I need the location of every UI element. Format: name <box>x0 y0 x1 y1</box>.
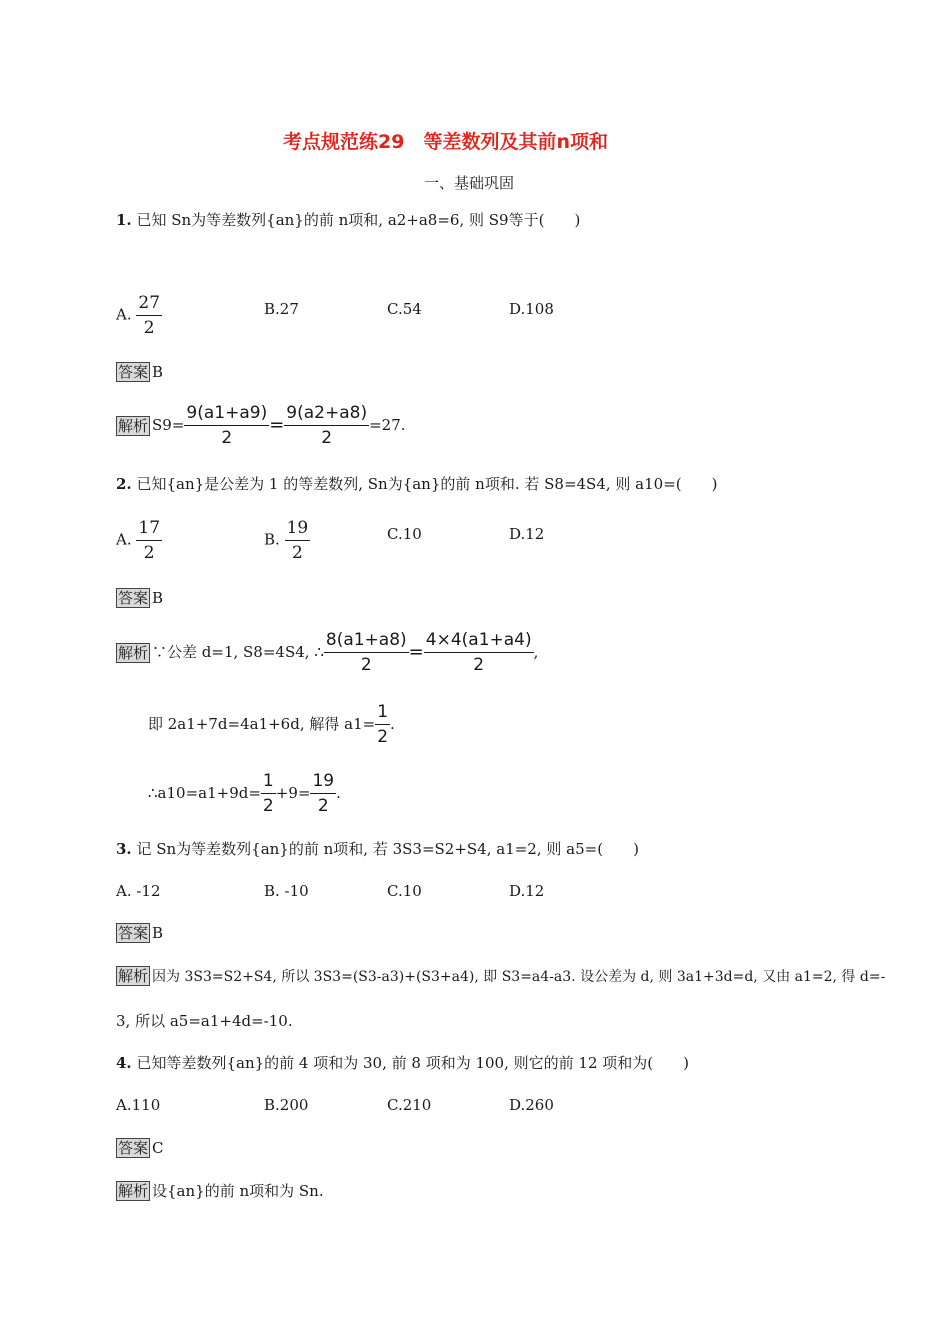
analysis-tag: 解析 <box>118 643 149 662</box>
fraction <box>310 771 336 816</box>
q3-option-c: C.10 <box>387 882 422 900</box>
numerator: 1 <box>375 702 390 725</box>
q4-option-d: D.260 <box>509 1096 554 1114</box>
answer-tag: 答案 <box>118 589 149 607</box>
q2-option-a <box>116 518 162 563</box>
numerator: 9(a2+a8) <box>284 403 369 426</box>
equals-sign: = <box>408 641 424 663</box>
denominator: 2 <box>360 655 372 675</box>
answer-value: C <box>152 1139 164 1157</box>
denominator: 2 <box>473 655 485 675</box>
q2-analysis-line-2 <box>148 702 395 747</box>
q4-answer <box>116 1138 164 1158</box>
analysis-text: ∴a10=a1+9d= <box>148 784 261 802</box>
denominator: 2 <box>143 318 155 338</box>
numerator: 19 <box>285 518 311 541</box>
denominator: 2 <box>143 543 155 563</box>
page-title: 考点规范练29 等差数列及其前n项和 <box>283 131 608 153</box>
analysis-text: , <box>533 643 539 661</box>
q3-answer <box>116 923 163 943</box>
question-3 <box>116 842 639 857</box>
question-2 <box>116 477 717 492</box>
answer-value: B <box>152 924 164 942</box>
numerator: 19 <box>310 771 336 794</box>
q2-option-b <box>264 518 310 563</box>
section-heading: 一、基础巩固 <box>424 174 515 192</box>
analysis-text: 因为 3S3=S2+S4, 所以 3S3=(S3-a3)+(S3+a4), 即 S3=a4-a3. 设公差为 d, 则 3a1+3d=d, 又由 a1=2, 得 d=- <box>152 969 886 985</box>
option-label: A. <box>116 305 132 324</box>
question-stem: 记 Sn为等差数列{an}的前 n项和, 若 3S3=S2+S4, a1=2, 则 a5=( ) <box>136 840 639 858</box>
answer-tag: 答案 <box>118 363 149 381</box>
q4-option-a: A.110 <box>116 1096 161 1114</box>
q1-option-c: C.54 <box>387 300 422 318</box>
q1-analysis <box>116 403 406 448</box>
q3-option-b: B. -10 <box>264 882 309 900</box>
analysis-tag: 解析 <box>118 967 149 985</box>
q1-option-a <box>116 293 162 338</box>
analysis-text: . <box>336 784 341 802</box>
fraction <box>136 293 162 338</box>
fraction <box>136 518 162 563</box>
q1-answer <box>116 362 163 382</box>
denominator: 2 <box>221 428 233 448</box>
q3-analysis-line-1 <box>116 966 885 986</box>
fraction <box>375 702 390 747</box>
q2-analysis-line-1 <box>116 630 538 675</box>
analysis-tag: 解析 <box>118 416 149 435</box>
fraction <box>184 403 269 448</box>
option-label: B. <box>264 530 280 549</box>
question-number: 3. <box>116 840 132 858</box>
question-stem: 已知 Sn为等差数列{an}的前 n项和, a2+a8=6, 则 S9等于( ) <box>136 211 581 229</box>
denominator: 2 <box>262 796 274 816</box>
fraction <box>285 518 311 563</box>
q3-option-a: A. -12 <box>116 882 161 900</box>
analysis-text: ∵公差 d=1, S8=4S4, ∴ <box>152 643 324 661</box>
numerator: 9(a1+a9) <box>184 403 269 426</box>
analysis-text: S9= <box>152 416 185 434</box>
equals-sign: = <box>269 414 285 436</box>
question-stem: 已知等差数列{an}的前 4 项和为 30, 前 8 项和为 100, 则它的前 12 项和为( ) <box>136 1054 689 1072</box>
fraction <box>261 771 276 816</box>
q2-answer <box>116 588 163 608</box>
question-number: 4. <box>116 1054 132 1072</box>
analysis-text: 设{an}的前 n项和为 Sn. <box>152 1182 324 1200</box>
question-1 <box>116 213 580 228</box>
denominator: 2 <box>317 796 329 816</box>
denominator: 2 <box>377 727 389 747</box>
q2-option-d: D.12 <box>509 525 545 543</box>
q3-option-d: D.12 <box>509 882 545 900</box>
numerator: 17 <box>136 518 162 541</box>
numerator: 8(a1+a8) <box>324 630 409 653</box>
answer-value: B <box>152 363 164 381</box>
q4-option-c: C.210 <box>387 1096 432 1114</box>
analysis-tag: 解析 <box>118 1182 149 1200</box>
q4-option-b: B.200 <box>264 1096 309 1114</box>
analysis-text: . <box>390 715 395 733</box>
numerator: 4×4(a1+a4) <box>424 630 534 653</box>
analysis-text: +9= <box>275 784 311 802</box>
denominator: 2 <box>291 543 303 563</box>
denominator: 2 <box>321 428 333 448</box>
q1-option-b: B.27 <box>264 300 299 318</box>
analysis-text: =27. <box>369 416 406 434</box>
question-number: 1. <box>116 211 132 229</box>
q4-analysis <box>116 1181 324 1201</box>
q3-analysis-line-2: 3, 所以 a5=a1+4d=-10. <box>116 1012 293 1030</box>
numerator: 1 <box>261 771 276 794</box>
numerator: 27 <box>136 293 162 316</box>
question-number: 2. <box>116 475 132 493</box>
answer-value: B <box>152 589 164 607</box>
question-4 <box>116 1056 689 1071</box>
question-stem: 已知{an}是公差为 1 的等差数列, Sn为{an}的前 n项和. 若 S8=4S4, 则 a10=( ) <box>136 475 718 493</box>
q2-analysis-line-3 <box>148 771 341 816</box>
q2-option-c: C.10 <box>387 525 422 543</box>
fraction <box>424 630 534 675</box>
option-label: A. <box>116 530 132 549</box>
fraction <box>324 630 409 675</box>
fraction <box>284 403 369 448</box>
q1-option-d: D.108 <box>509 300 554 318</box>
answer-tag: 答案 <box>118 1139 149 1157</box>
answer-tag: 答案 <box>118 924 149 942</box>
analysis-text: 即 2a1+7d=4a1+6d, 解得 a1= <box>148 715 376 733</box>
